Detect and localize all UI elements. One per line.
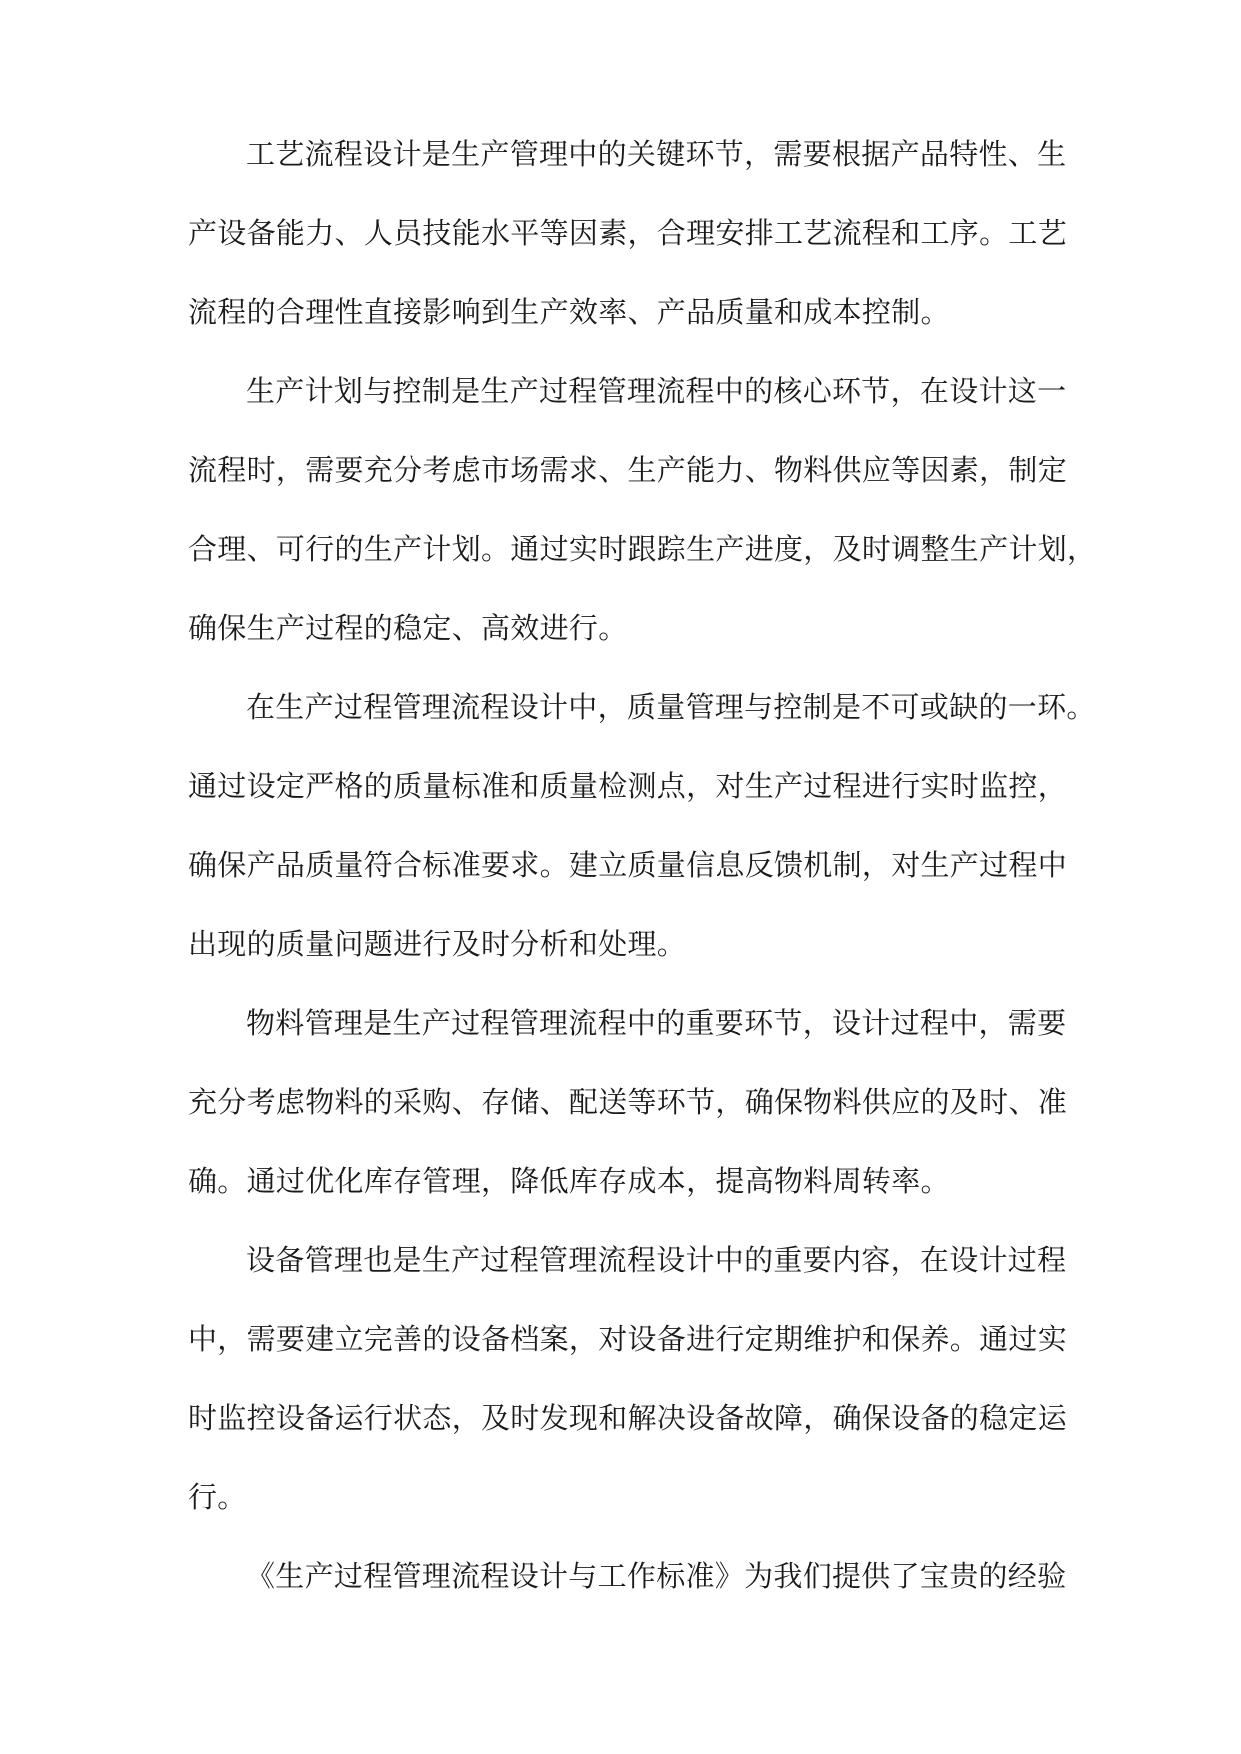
- text-line: 在生产过程管理流程设计中，质量管理与控制是不可或缺的一环。: [246, 690, 1096, 724]
- text-line: 物料管理是生产过程管理流程中的重要环节，设计过程中，需要: [246, 1006, 1067, 1040]
- text-line: 出现的质量问题进行及时分析和处理。: [188, 927, 687, 961]
- text-line: 充分考虑物料的采购、存储、配送等环节，确保物料供应的及时、准: [188, 1085, 1068, 1119]
- paragraph-material-management: [188, 1006, 1068, 1198]
- text-line: 通过设定严格的质量标准和质量检测点，对生产过程进行实时监控，: [188, 769, 1068, 803]
- document-body: [188, 137, 1097, 1641]
- paragraph-equipment-management: [188, 1243, 1068, 1514]
- text-line: 确。通过优化库存管理，降低库存成本，提高物料周转率。: [188, 1164, 950, 1198]
- text-line: 流程时，需要充分考虑市场需求、生产能力、物料供应等因素，制定: [188, 453, 1068, 487]
- text-line: 设备管理也是生产过程管理流程设计中的重要内容，在设计过程: [246, 1243, 1067, 1277]
- text-line: 行。: [188, 1480, 247, 1514]
- text-line: 合理、可行的生产计划。通过实时跟踪生产进度，及时调整生产计划，: [188, 532, 1097, 566]
- text-line: 确保生产过程的稳定、高效进行。: [188, 611, 628, 645]
- paragraph-production-planning: [188, 374, 1097, 645]
- text-line: 时监控设备运行状态，及时发现和解决设备故障，确保设备的稳定运: [188, 1401, 1068, 1435]
- text-line: 确保产品质量符合标准要求。建立质量信息反馈机制，对生产过程中: [188, 848, 1068, 882]
- text-line: 工艺流程设计是生产管理中的关键环节，需要根据产品特性、生: [246, 137, 1067, 171]
- text-line: 流程的合理性直接影响到生产效率、产品质量和成本控制。: [188, 295, 950, 329]
- text-line: 中，需要建立完善的设备档案，对设备进行定期维护和保养。通过实: [188, 1322, 1068, 1356]
- text-line: 生产计划与控制是生产过程管理流程中的核心环节，在设计这一: [246, 374, 1067, 408]
- text-line: 产设备能力、人员技能水平等因素，合理安排工艺流程和工序。工艺: [188, 216, 1068, 250]
- text-line: 《生产过程管理流程设计与工作标准》为我们提供了宝贵的经验: [246, 1559, 1067, 1593]
- paragraph-conclusion: [188, 1559, 1067, 1593]
- paragraph-quality-management: [188, 690, 1096, 961]
- paragraph-process-design: [188, 137, 1068, 329]
